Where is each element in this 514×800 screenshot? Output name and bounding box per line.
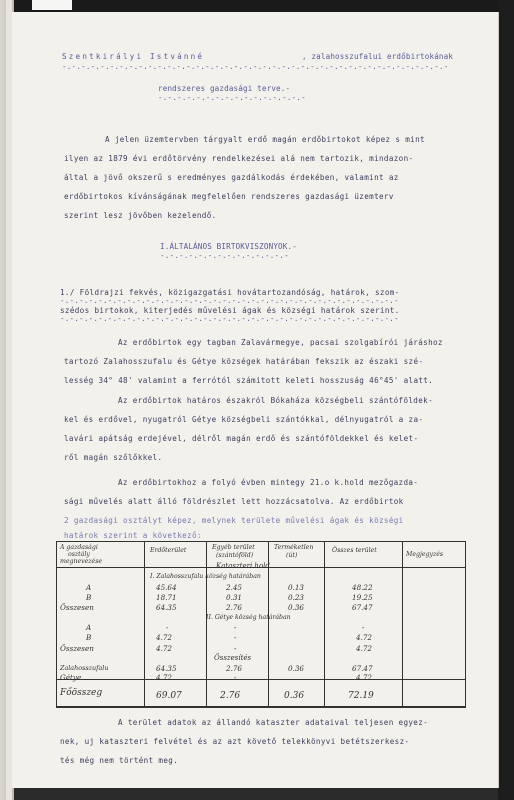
cell-forest: 45.64: [156, 583, 177, 592]
closing-line: A terület adatok az állandó kataszter adataival teljesen egyez-: [118, 718, 429, 727]
para-line: lavári apátság erdejével, délről magán erdő és szántóföldekkel és kelet-: [64, 434, 419, 443]
kataszter-label: Kataszteri hold: [216, 562, 270, 570]
cell-total: 4.72: [356, 644, 373, 653]
col-header-barren: (út): [286, 552, 298, 559]
cell-forest: 4.72: [156, 644, 173, 653]
para-line: Az erdőbirtok egy tagban Zalavármegye, pacsai szolgabírói járáshoz: [118, 338, 443, 347]
cell-barren: 0.23: [288, 593, 305, 602]
para-line: Az erdőbirtokhoz a folyó évben mintegy 21.o k.hold mezőgazda-: [118, 478, 419, 487]
title-rest: , zalahosszufalui erdőbirtokának: [302, 52, 454, 61]
total-barren: 0.36: [284, 691, 305, 701]
cell-total: 4.72: [356, 633, 373, 642]
cell-total: -: [362, 623, 365, 632]
subsection-underline: -.-.-.-.-.-.-.-.-.-.-.-.-.-.-.-.-.-.-.-.-.-.-.-.-.-.-.-.-.-.-.-.-.-.-.-: [60, 314, 399, 323]
cell-forest: 64.35: [156, 664, 177, 673]
para-line: kel és erdővel, nyugatról Gétye községbeli szántókkal, délnyugatról a za-: [64, 415, 424, 424]
row-name: B: [86, 593, 92, 602]
para-line: Az erdőbirtok határos északról Bókaháza községbeli szántóföldek-: [118, 396, 433, 405]
cell-other: 2.76: [226, 664, 243, 673]
row-name: Összesen: [60, 644, 94, 653]
cell-other: -: [234, 633, 237, 642]
cell-other: 0.31: [226, 593, 243, 602]
para-line: lesség 34° 48' valamint a ferrótól számitott keleti hosszuság 46°45' alatt.: [64, 376, 434, 385]
col-header-name: osztály: [68, 551, 90, 558]
cell-barren: 0.13: [288, 583, 305, 592]
para-line: határok szerint a következő:: [64, 531, 202, 540]
col-header-name: megnevezése: [60, 558, 103, 565]
intro-line: ilyen az 1879 évi erdőtörvény rendelkezései alá nem tartozik, mindazon-: [64, 154, 414, 163]
closing-line: nek, uj kataszteri felvétel és az azt követő telekkönyvi betétszerkesz-: [60, 737, 410, 746]
cell-other: 2.76: [226, 603, 243, 612]
cell-other: -: [234, 673, 237, 682]
closing-line: tés még nem történt meg.: [60, 756, 179, 765]
row-name: Összesen: [60, 603, 94, 612]
subsection-line: 1./ Földrajzi fekvés, közigazgatási hovátartozandóság, határok, szom-: [60, 288, 400, 297]
col-header-barren: Terméketlen: [274, 544, 314, 551]
section-heading: I.ÁLTALÁNOS BIRTOKVISZONYOK.-: [160, 242, 297, 251]
title-underline: -.-.-.-.-.-.-.-.-.-.-.-.-.-.-.-.-.-.-.-.-.-.-.-.-.-.-.-.-.-.-.-.-.-.-.-.-.-.-.-.-: [62, 62, 449, 71]
subtitle-underline: -.-.-.-.-.-.-.-.-.-.-.-.-.-.-.-: [158, 93, 306, 102]
cell-other: -: [234, 623, 237, 632]
cell-other: -: [234, 644, 237, 653]
intro-line: erdőbirtokos kívánságának megfelelően rendszeres gazdasági üzemterv: [64, 192, 394, 201]
row-name: B: [86, 633, 92, 642]
title-name: Szentkirályi Istvánné: [62, 52, 205, 61]
group-label: II. Gétye község határában: [206, 614, 291, 621]
intro-line: A jelen üzemtervben tárgyalt erdő magán erdőbirtokot képez s mint: [105, 135, 425, 144]
cell-forest: 64.35: [156, 603, 177, 612]
para-line: sági művelés alatt álló földrészlet lett hozzácsatolva. Az erdőbirtok: [64, 497, 404, 506]
cell-total: 67.47: [352, 664, 373, 673]
cell-total: 48.22: [352, 583, 373, 592]
area-table: [56, 541, 466, 707]
row-name: A: [86, 623, 92, 632]
paper-tab: [32, 0, 72, 10]
cell-forest: 4.72: [156, 673, 173, 682]
para-line: 2 gazdasági osztályt képez, melynek területe művelési ágak és községi: [64, 516, 404, 525]
cell-total: 67.47: [352, 603, 373, 612]
right-background: [498, 0, 514, 800]
cell-total: 4.72: [356, 673, 373, 682]
subtitle: rendszeres gazdasági terve.-: [158, 84, 291, 93]
subsection-underline: -.-.-.-.-.-.-.-.-.-.-.-.-.-.-.-.-.-.-.-.-.-.-.-.-.-.-.-.-.-.-.-.-.-.-.-: [60, 296, 399, 305]
section-underline: -.-.-.-.-.-.-.-.-.-.-.-.-.-: [160, 251, 289, 260]
intro-line: szerint lesz jövőben kezelendő.: [64, 211, 217, 220]
col-header-note: Megjegyzés: [406, 551, 444, 558]
cell-forest: 18.71: [156, 593, 177, 602]
group-label: I. Zalahosszufalu község határában: [150, 573, 261, 580]
recap-label: Összesítés: [214, 654, 252, 662]
subsection-line: szédos birtokok, kiterjedés művelési ágak és községi határok szerint.: [60, 306, 400, 315]
row-name: Zalahosszufalu: [60, 664, 109, 672]
cell-barren: 0.36: [288, 603, 305, 612]
row-name: Gétye: [60, 673, 82, 682]
row-name: A: [86, 583, 92, 592]
total-total: 72.19: [348, 691, 374, 701]
col-header-other: (szántóföld): [216, 552, 254, 559]
col-header-forest: Erdőterület: [150, 547, 187, 554]
cell-other: 2.45: [226, 583, 243, 592]
cell-total: 19.25: [352, 593, 373, 602]
col-header-other: Egyéb terület: [212, 544, 255, 551]
top-background: [14, 0, 514, 12]
col-header-name: A gazdasági: [60, 544, 98, 551]
cell-barren: 0.36: [288, 664, 305, 673]
para-line: tartozó Zalahosszufalu és Gétye községek határában fekszik az északi szé-: [64, 357, 424, 366]
para-line: ről magán szőlőkkel.: [64, 453, 163, 462]
cell-forest: 4.72: [156, 633, 173, 642]
total-forest: 69.07: [156, 691, 182, 701]
intro-line: által a jövő okszerű s eredményes gazdálkodás érdekében, valamint az: [64, 173, 399, 182]
col-header-total: Összes terület: [332, 547, 377, 554]
cell-forest: -: [166, 623, 169, 632]
total-label: Főösszeg: [60, 688, 103, 698]
total-other: 2.76: [220, 691, 241, 701]
